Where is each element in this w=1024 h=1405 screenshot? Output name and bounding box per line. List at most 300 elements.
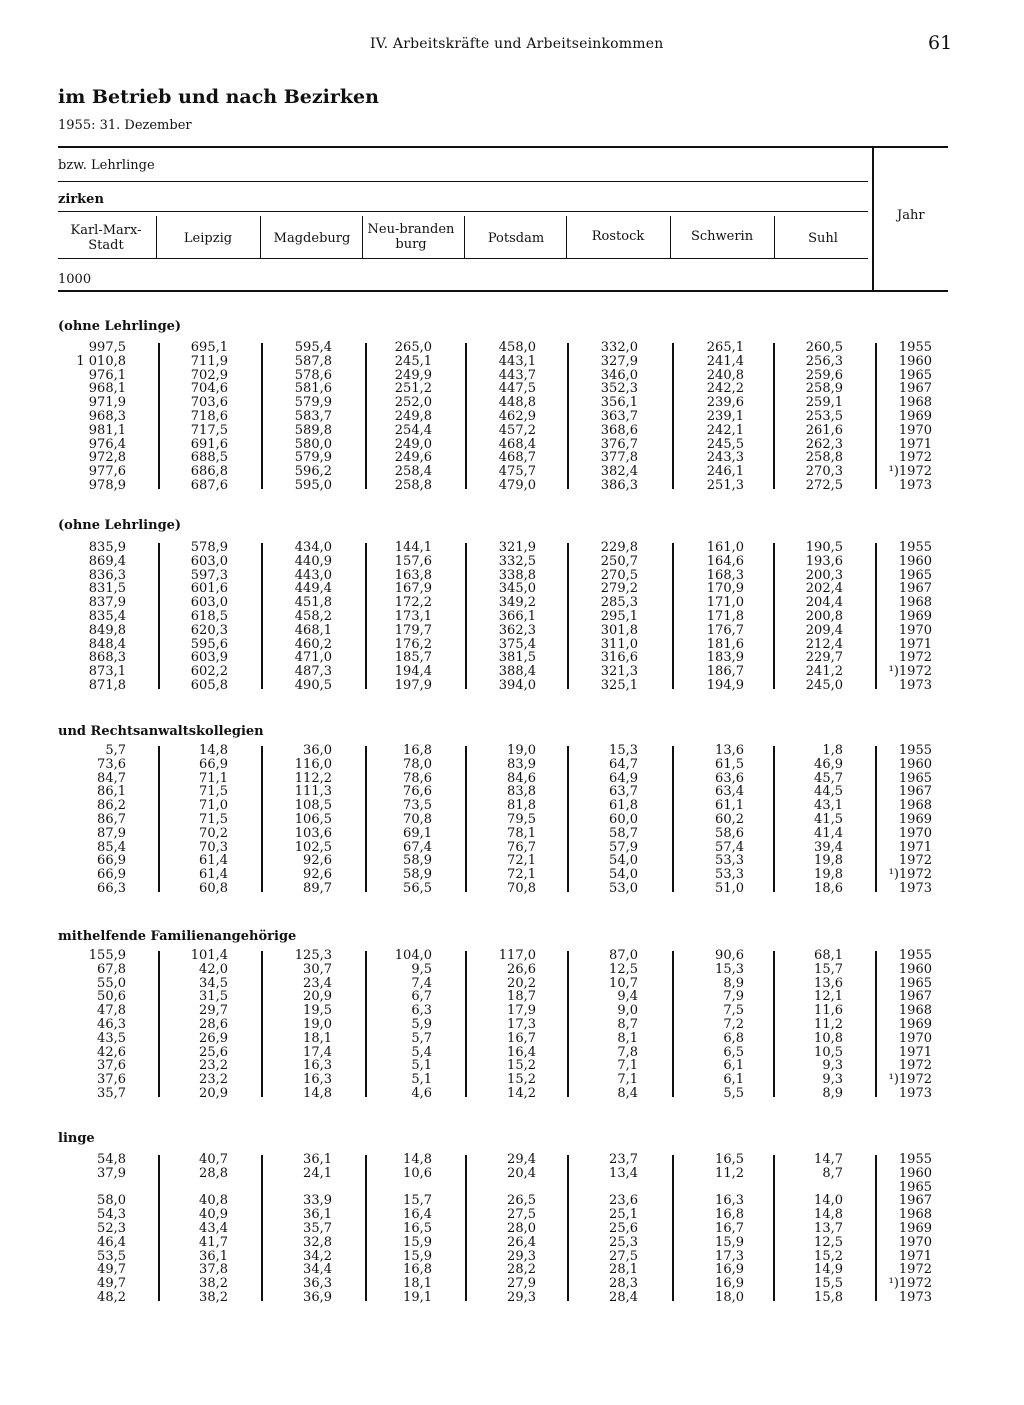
year-column-divider <box>872 146 874 292</box>
table-cell: 252,0 <box>394 395 432 411</box>
table-cell: 101,4 <box>190 948 228 963</box>
column-separator <box>365 1155 367 1301</box>
table-cell: 8,7 <box>617 1016 638 1032</box>
data-column <box>36 341 126 493</box>
year-cell: 1970 <box>898 1234 932 1250</box>
table-cell: 449,4 <box>294 581 332 597</box>
table-cell: 5,7 <box>105 743 126 758</box>
table-cell: 6,7 <box>411 989 432 1005</box>
table-cell: 603,9 <box>190 650 228 666</box>
table-cell: 41,7 <box>199 1234 228 1250</box>
data-column <box>242 341 332 493</box>
table-cell: 13,7 <box>814 1220 843 1236</box>
table-cell: 13,6 <box>715 743 744 758</box>
column-separator <box>365 951 367 1097</box>
table-cell: 338,8 <box>498 567 536 583</box>
column-header-schwerin: Schwerin <box>690 228 754 244</box>
table-cell: 87,0 <box>609 948 638 963</box>
table-cell: 490,5 <box>294 677 332 693</box>
table-cell: 36,0 <box>303 743 332 758</box>
data-column <box>446 949 536 1101</box>
table-cell: 14,8 <box>814 1207 843 1223</box>
year-cell: 1967 <box>898 581 932 597</box>
table-cell: 56,5 <box>403 880 432 896</box>
table-cell: 972,8 <box>88 450 126 466</box>
table-cell: 83,8 <box>507 784 536 800</box>
column-header-karl-marx-stadt: Karl-Marx-Stadt <box>70 223 142 253</box>
table-cell: 8,1 <box>617 1030 638 1046</box>
table-cell: 12,5 <box>609 961 638 977</box>
table-cell: 246,1 <box>706 464 744 480</box>
data-column <box>753 541 843 693</box>
table-cell: 321,9 <box>498 540 536 555</box>
table-cell: 262,3 <box>805 436 843 452</box>
table-cell: 23,6 <box>609 1193 638 1209</box>
table-cell: 346,0 <box>600 367 638 383</box>
table-cell: 108,5 <box>294 798 332 814</box>
column-separator <box>773 1155 775 1301</box>
table-cell: 20,9 <box>303 989 332 1005</box>
table-cell: 29,7 <box>199 1003 228 1019</box>
table-cell: 46,3 <box>97 1016 126 1032</box>
table-cell: 487,3 <box>294 664 332 680</box>
table-cell: 9,4 <box>617 989 638 1005</box>
year-cell: 1973 <box>898 1085 932 1101</box>
column-separator <box>261 343 263 489</box>
table-cell: 86,1 <box>97 784 126 800</box>
year-column <box>870 744 932 896</box>
table-cell: 245,0 <box>805 677 843 693</box>
year-cell: 1971 <box>898 636 932 652</box>
column-separator <box>773 543 775 689</box>
table-cell: 78,1 <box>507 825 536 841</box>
table-cell: 835,4 <box>88 608 126 624</box>
table-cell: 85,4 <box>97 839 126 855</box>
table-cell: 595,0 <box>294 477 332 493</box>
table-cell: 28,8 <box>199 1165 228 1181</box>
column-separator <box>465 543 467 689</box>
table-cell: 26,5 <box>507 1193 536 1209</box>
table-cell: 66,9 <box>97 853 126 869</box>
table-cell: 997,5 <box>88 340 126 355</box>
table-cell: 20,9 <box>199 1085 228 1101</box>
table-cell: 36,9 <box>303 1289 332 1305</box>
table-cell: 704,6 <box>190 381 228 397</box>
table-cell: 243,3 <box>706 450 744 466</box>
header-rule-2 <box>58 181 868 182</box>
column-separator <box>465 1155 467 1301</box>
table-cell: 172,2 <box>394 595 432 611</box>
table-cell: 92,6 <box>303 853 332 869</box>
table-cell: 31,5 <box>199 989 228 1005</box>
table-cell: 15,7 <box>403 1193 432 1209</box>
table-cell: 171,0 <box>706 595 744 611</box>
table-cell: 54,0 <box>609 853 638 869</box>
table-cell: 70,8 <box>507 880 536 896</box>
table-cell: 981,1 <box>88 422 126 438</box>
data-column <box>446 541 536 693</box>
table-cell: 352,3 <box>600 381 638 397</box>
table-cell: 602,2 <box>190 664 228 680</box>
table-cell: 16,3 <box>715 1193 744 1209</box>
table-cell: 61,4 <box>199 853 228 869</box>
column-separator <box>158 1155 160 1301</box>
column-header-suhl: Suhl <box>808 230 838 246</box>
year-cell: 1965 <box>898 367 932 383</box>
table-cell: 60,8 <box>199 880 228 896</box>
year-cell: ¹)1972 <box>888 1072 932 1088</box>
section-label: (ohne Lehrlinge) <box>58 319 182 334</box>
table-cell: 84,6 <box>507 770 536 786</box>
table-cell: 19,8 <box>814 853 843 869</box>
data-column <box>654 949 744 1101</box>
table-cell: 368,6 <box>600 422 638 438</box>
table-cell: 34,4 <box>303 1262 332 1278</box>
table-cell: 209,4 <box>805 622 843 638</box>
year-cell: 1955 <box>898 1152 932 1167</box>
table-cell: 458,2 <box>294 608 332 624</box>
table-cell: 6,8 <box>723 1030 744 1046</box>
table-cell: 40,7 <box>199 1152 228 1167</box>
column-separator <box>465 951 467 1097</box>
table-cell: 25,3 <box>609 1234 638 1250</box>
table-cell: 229,8 <box>600 540 638 555</box>
table-cell: 15,5 <box>814 1276 843 1292</box>
year-cell: 1968 <box>898 798 932 814</box>
table-cell: 35,7 <box>97 1085 126 1101</box>
data-column <box>138 341 228 493</box>
year-cell: 1970 <box>898 422 932 438</box>
table-cell: 835,9 <box>88 540 126 555</box>
table-cell: 363,7 <box>600 408 638 424</box>
column-separator <box>567 1155 569 1301</box>
column-header-magdeburg: Magdeburg <box>273 230 351 246</box>
table-cell: 161,0 <box>706 540 744 555</box>
table-cell: 581,6 <box>294 381 332 397</box>
table-cell: 332,0 <box>600 340 638 355</box>
table-cell: 26,6 <box>507 961 536 977</box>
table-cell: 66,9 <box>97 867 126 883</box>
column-separator <box>261 543 263 689</box>
table-cell: 16,3 <box>303 1072 332 1088</box>
table-cell: 70,2 <box>199 825 228 841</box>
table-cell: 381,5 <box>498 650 536 666</box>
table-cell: 23,2 <box>199 1072 228 1088</box>
table-cell: 16,5 <box>715 1152 744 1167</box>
page-number: 61 <box>928 32 953 54</box>
table-cell: 386,3 <box>600 477 638 493</box>
table-cell: 36,1 <box>199 1248 228 1264</box>
table-cell: 251,3 <box>706 477 744 493</box>
table-cell: 40,8 <box>199 1193 228 1209</box>
table-cell: 176,2 <box>394 636 432 652</box>
year-cell: 1971 <box>898 1044 932 1060</box>
table-cell: 44,5 <box>814 784 843 800</box>
data-column <box>753 1153 843 1305</box>
table-cell: 16,7 <box>507 1030 536 1046</box>
table-cell: 589,8 <box>294 422 332 438</box>
table-cell: 434,0 <box>294 540 332 555</box>
table-cell: 362,3 <box>498 622 536 638</box>
column-header-neubrandenburg: Neu-brandenburg <box>367 222 455 252</box>
table-cell: 30,7 <box>303 961 332 977</box>
year-cell: 1967 <box>898 1193 932 1209</box>
col-sep <box>156 216 157 258</box>
table-cell: 125,3 <box>294 948 332 963</box>
table-cell: 873,1 <box>88 664 126 680</box>
header-rule-3 <box>58 211 868 212</box>
table-cell: 29,3 <box>507 1289 536 1305</box>
table-cell: 25,1 <box>609 1207 638 1223</box>
table-cell: 52,3 <box>97 1220 126 1236</box>
table-cell: 197,9 <box>394 677 432 693</box>
table-cell <box>753 1181 843 1195</box>
table-cell: 43,4 <box>199 1220 228 1236</box>
table-cell: 155,9 <box>88 948 126 963</box>
table-cell: 259,1 <box>805 395 843 411</box>
data-column <box>446 744 536 896</box>
table-cell: 691,6 <box>190 436 228 452</box>
column-separator <box>261 1155 263 1301</box>
year-cell: 1973 <box>898 477 932 493</box>
table-cell: 440,9 <box>294 553 332 569</box>
table-cell: 16,7 <box>715 1220 744 1236</box>
table-cell: 51,0 <box>715 880 744 896</box>
table-cell: 33,9 <box>303 1193 332 1209</box>
table-cell: 46,4 <box>97 1234 126 1250</box>
col-sep <box>362 216 363 258</box>
table-cell <box>242 1181 332 1195</box>
table-cell: 63,7 <box>609 784 638 800</box>
column-header-rostock: Rostock <box>591 228 645 244</box>
column-separator <box>158 746 160 892</box>
table-cell: 258,8 <box>805 450 843 466</box>
table-cell: 36,1 <box>303 1207 332 1223</box>
data-column <box>242 1153 332 1305</box>
table-cell: 37,6 <box>97 1072 126 1088</box>
table-cell: 167,9 <box>394 581 432 597</box>
data-column <box>138 1153 228 1305</box>
table-cell: 20,2 <box>507 975 536 991</box>
table-cell: 193,6 <box>805 553 843 569</box>
table-cell: 316,6 <box>600 650 638 666</box>
table-cell: 16,8 <box>715 1207 744 1223</box>
table-cell: 356,1 <box>600 395 638 411</box>
year-cell: 1969 <box>898 811 932 827</box>
table-cell: 63,4 <box>715 784 744 800</box>
table-cell: 37,6 <box>97 1058 126 1074</box>
table-cell <box>342 1181 432 1195</box>
table-cell: 16,5 <box>403 1220 432 1236</box>
table-cell: 25,6 <box>609 1220 638 1236</box>
table-cell: 462,9 <box>498 408 536 424</box>
column-header-leipzig: Leipzig <box>183 230 233 246</box>
col-sep <box>774 216 775 258</box>
table-cell: 11,2 <box>715 1165 744 1181</box>
year-cell: 1971 <box>898 436 932 452</box>
table-cell: 9,3 <box>822 1072 843 1088</box>
table-cell: 17,4 <box>303 1044 332 1060</box>
header-bottom-rule <box>58 290 948 292</box>
table-cell: 327,9 <box>600 353 638 369</box>
table-cell: 78,0 <box>403 756 432 772</box>
table-cell: 58,9 <box>403 853 432 869</box>
table-cell: 968,1 <box>88 381 126 397</box>
table-cell: 15,9 <box>403 1234 432 1250</box>
table-cell: 6,1 <box>723 1058 744 1074</box>
table-cell: 67,8 <box>97 961 126 977</box>
table-cell: 53,3 <box>715 853 744 869</box>
table-cell: 14,7 <box>814 1152 843 1167</box>
data-column <box>36 541 126 693</box>
table-cell: 37,9 <box>97 1165 126 1181</box>
table-cell: 20,4 <box>507 1165 536 1181</box>
header-rule-4 <box>58 258 868 259</box>
table-cell: 163,8 <box>394 567 432 583</box>
table-cell: 871,8 <box>88 677 126 693</box>
year-cell: 1968 <box>898 1207 932 1223</box>
table-cell: 183,9 <box>706 650 744 666</box>
table-cell: 42,0 <box>199 961 228 977</box>
year-cell: 1968 <box>898 595 932 611</box>
year-cell: 1972 <box>898 1262 932 1278</box>
column-separator <box>158 543 160 689</box>
table-cell: 239,1 <box>706 408 744 424</box>
table-cell: 34,2 <box>303 1248 332 1264</box>
data-column <box>342 744 432 896</box>
table-cell: 7,9 <box>723 989 744 1005</box>
year-cell: 1967 <box>898 989 932 1005</box>
table-cell: 71,0 <box>199 798 228 814</box>
table-cell: 116,0 <box>294 756 332 772</box>
table-cell: 13,4 <box>609 1165 638 1181</box>
table-cell: 71,5 <box>199 811 228 827</box>
table-cell: 301,8 <box>600 622 638 638</box>
table-cell: 157,6 <box>394 553 432 569</box>
table-cell: 251,2 <box>394 381 432 397</box>
table-cell: 11,2 <box>814 1016 843 1032</box>
section-label: linge <box>58 1131 95 1146</box>
table-cell: 468,1 <box>294 622 332 638</box>
section-label: (ohne Lehrlinge) <box>58 518 182 533</box>
table-cell: 16,4 <box>507 1044 536 1060</box>
table-cell: 249,0 <box>394 436 432 452</box>
column-separator <box>261 746 263 892</box>
year-cell: 1971 <box>898 839 932 855</box>
table-cell: 38,2 <box>199 1276 228 1292</box>
table-cell: 8,9 <box>822 1085 843 1101</box>
year-cell: 1965 <box>898 567 932 583</box>
table-cell: 451,8 <box>294 595 332 611</box>
table-cell: 14,2 <box>507 1085 536 1101</box>
table-cell: 253,5 <box>805 408 843 424</box>
col-sep <box>464 216 465 258</box>
column-separator <box>158 951 160 1097</box>
table-cell: 14,8 <box>199 743 228 758</box>
table-cell: 8,4 <box>617 1085 638 1101</box>
table-cell: 597,3 <box>190 567 228 583</box>
table-cell: 260,5 <box>805 340 843 355</box>
table-cell: 15,3 <box>609 743 638 758</box>
table-cell: 71,5 <box>199 784 228 800</box>
table-cell: 26,9 <box>199 1030 228 1046</box>
table-cell: 15,9 <box>403 1248 432 1264</box>
year-cell: 1960 <box>898 961 932 977</box>
data-column <box>242 541 332 693</box>
data-column <box>654 1153 744 1305</box>
column-separator <box>465 343 467 489</box>
year-cell: 1965 <box>898 975 932 991</box>
year-cell: 1960 <box>898 756 932 772</box>
table-cell: 18,7 <box>507 989 536 1005</box>
table-cell: 202,4 <box>805 581 843 597</box>
year-cell: 1971 <box>898 1248 932 1264</box>
data-column <box>548 744 638 896</box>
data-column <box>753 744 843 896</box>
table-cell: 448,8 <box>498 395 536 411</box>
table-cell: 595,4 <box>294 340 332 355</box>
table-cell: 54,0 <box>609 867 638 883</box>
year-cell: 1965 <box>898 1179 932 1195</box>
table-cell: 7,8 <box>617 1044 638 1060</box>
column-separator <box>261 951 263 1097</box>
table-cell: 179,7 <box>394 622 432 638</box>
table-cell: 58,6 <box>715 825 744 841</box>
table-cell: 349,2 <box>498 595 536 611</box>
table-cell: 5,7 <box>411 1030 432 1046</box>
table-cell: 12,1 <box>814 989 843 1005</box>
year-cell: 1955 <box>898 743 932 758</box>
data-column <box>138 949 228 1101</box>
table-cell: 603,0 <box>190 553 228 569</box>
table-cell: 580,0 <box>294 436 332 452</box>
table-cell <box>548 1181 638 1195</box>
column-separator <box>365 543 367 689</box>
table-cell: 67,4 <box>403 839 432 855</box>
year-cell: ¹)1972 <box>888 664 932 680</box>
table-cell: 76,6 <box>403 784 432 800</box>
data-column <box>753 341 843 493</box>
data-column <box>342 1153 432 1305</box>
column-separator <box>672 746 674 892</box>
table-cell: 48,2 <box>97 1289 126 1305</box>
table-cell: 718,6 <box>190 408 228 424</box>
table-cell: 14,9 <box>814 1262 843 1278</box>
year-cell: ¹)1972 <box>888 464 932 480</box>
table-cell: 42,6 <box>97 1044 126 1060</box>
year-cell: 1967 <box>898 784 932 800</box>
table-cell: 285,3 <box>600 595 638 611</box>
table-cell: 15,8 <box>814 1289 843 1305</box>
year-cell: 1960 <box>898 353 932 369</box>
year-cell: 1969 <box>898 1016 932 1032</box>
table-cell: 241,4 <box>706 353 744 369</box>
table-cell <box>36 1181 126 1195</box>
year-cell: 1965 <box>898 770 932 786</box>
table-cell: 377,8 <box>600 450 638 466</box>
table-cell: 258,8 <box>394 477 432 493</box>
table-cell: 295,1 <box>600 608 638 624</box>
table-cell: 447,5 <box>498 381 536 397</box>
page-title: im Betrieb und nach Bezirken <box>58 86 379 108</box>
table-cell <box>138 1181 228 1195</box>
table-cell: 117,0 <box>498 948 536 963</box>
table-cell: 18,6 <box>814 880 843 896</box>
table-cell: 23,4 <box>303 975 332 991</box>
table-cell: 58,9 <box>403 867 432 883</box>
table-cell: 13,6 <box>814 975 843 991</box>
table-cell: 9,3 <box>822 1058 843 1074</box>
